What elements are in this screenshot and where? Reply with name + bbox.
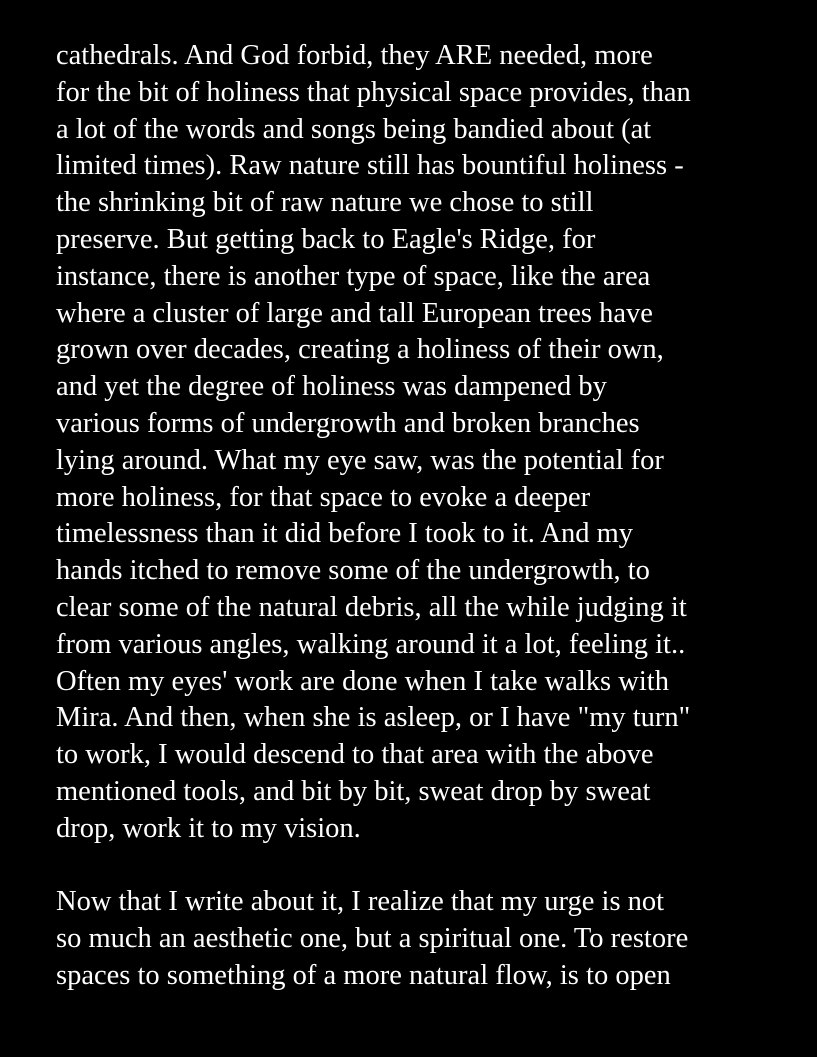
text-line: the shrinking bit of raw nature we chose to still [56,187,594,219]
text-line: Often my eyes' work are done when I take walks with [56,665,669,697]
text-line: timelessness than it did before I took to it. And my [56,518,634,550]
text-line: so much an aesthetic one, but a spiritual one. To restore [56,923,689,955]
text-line: from various angles, walking around it a lot, feeling it.. [56,628,686,660]
text-line: a lot of the words and songs being bandied about (at [56,113,652,145]
text-line: limited times). Raw nature still has bountiful holiness - [56,150,684,182]
text-line: instance, there is another type of space, like the area [56,260,651,292]
text-line: preserve. But getting back to Eagle's Ridge, for [56,223,596,255]
text-line: grown over decades, creating a holiness of their own, [56,334,664,366]
paragraph-spacer [56,848,796,885]
text-line: drop, work it to my vision. [56,812,361,844]
text-line: Mira. And then, when she is asleep, or I have "my turn" [56,702,691,734]
text-line: lying around. What my eye saw, was the potential for [56,444,664,476]
document-body-text [56,38,796,995]
text-line: hands itched to remove some of the undergrowth, to [56,555,650,587]
text-line: clear some of the natural debris, all the while judging it [56,591,687,623]
text-line: Now that I write about it, I realize that my urge is not [56,886,665,918]
text-line: mentioned tools, and bit by bit, sweat drop by sweat [56,775,651,807]
text-line: and yet the degree of holiness was dampened by [56,371,607,403]
paragraph-1 [56,38,796,848]
text-line: cathedrals. And God forbid, they ARE needed, more [56,40,653,71]
text-line: more holiness, for that space to evoke a deeper [56,481,591,513]
text-line: for the bit of holiness that physical space provides, than [56,76,691,108]
text-line: spaces to something of a more natural flow, is to open [56,959,671,991]
text-line: where a cluster of large and tall European trees have [56,297,653,329]
text-line: to work, I would descend to that area with the above [56,739,654,771]
paragraph-2 [56,884,796,994]
text-line: various forms of undergrowth and broken branches [56,407,640,439]
